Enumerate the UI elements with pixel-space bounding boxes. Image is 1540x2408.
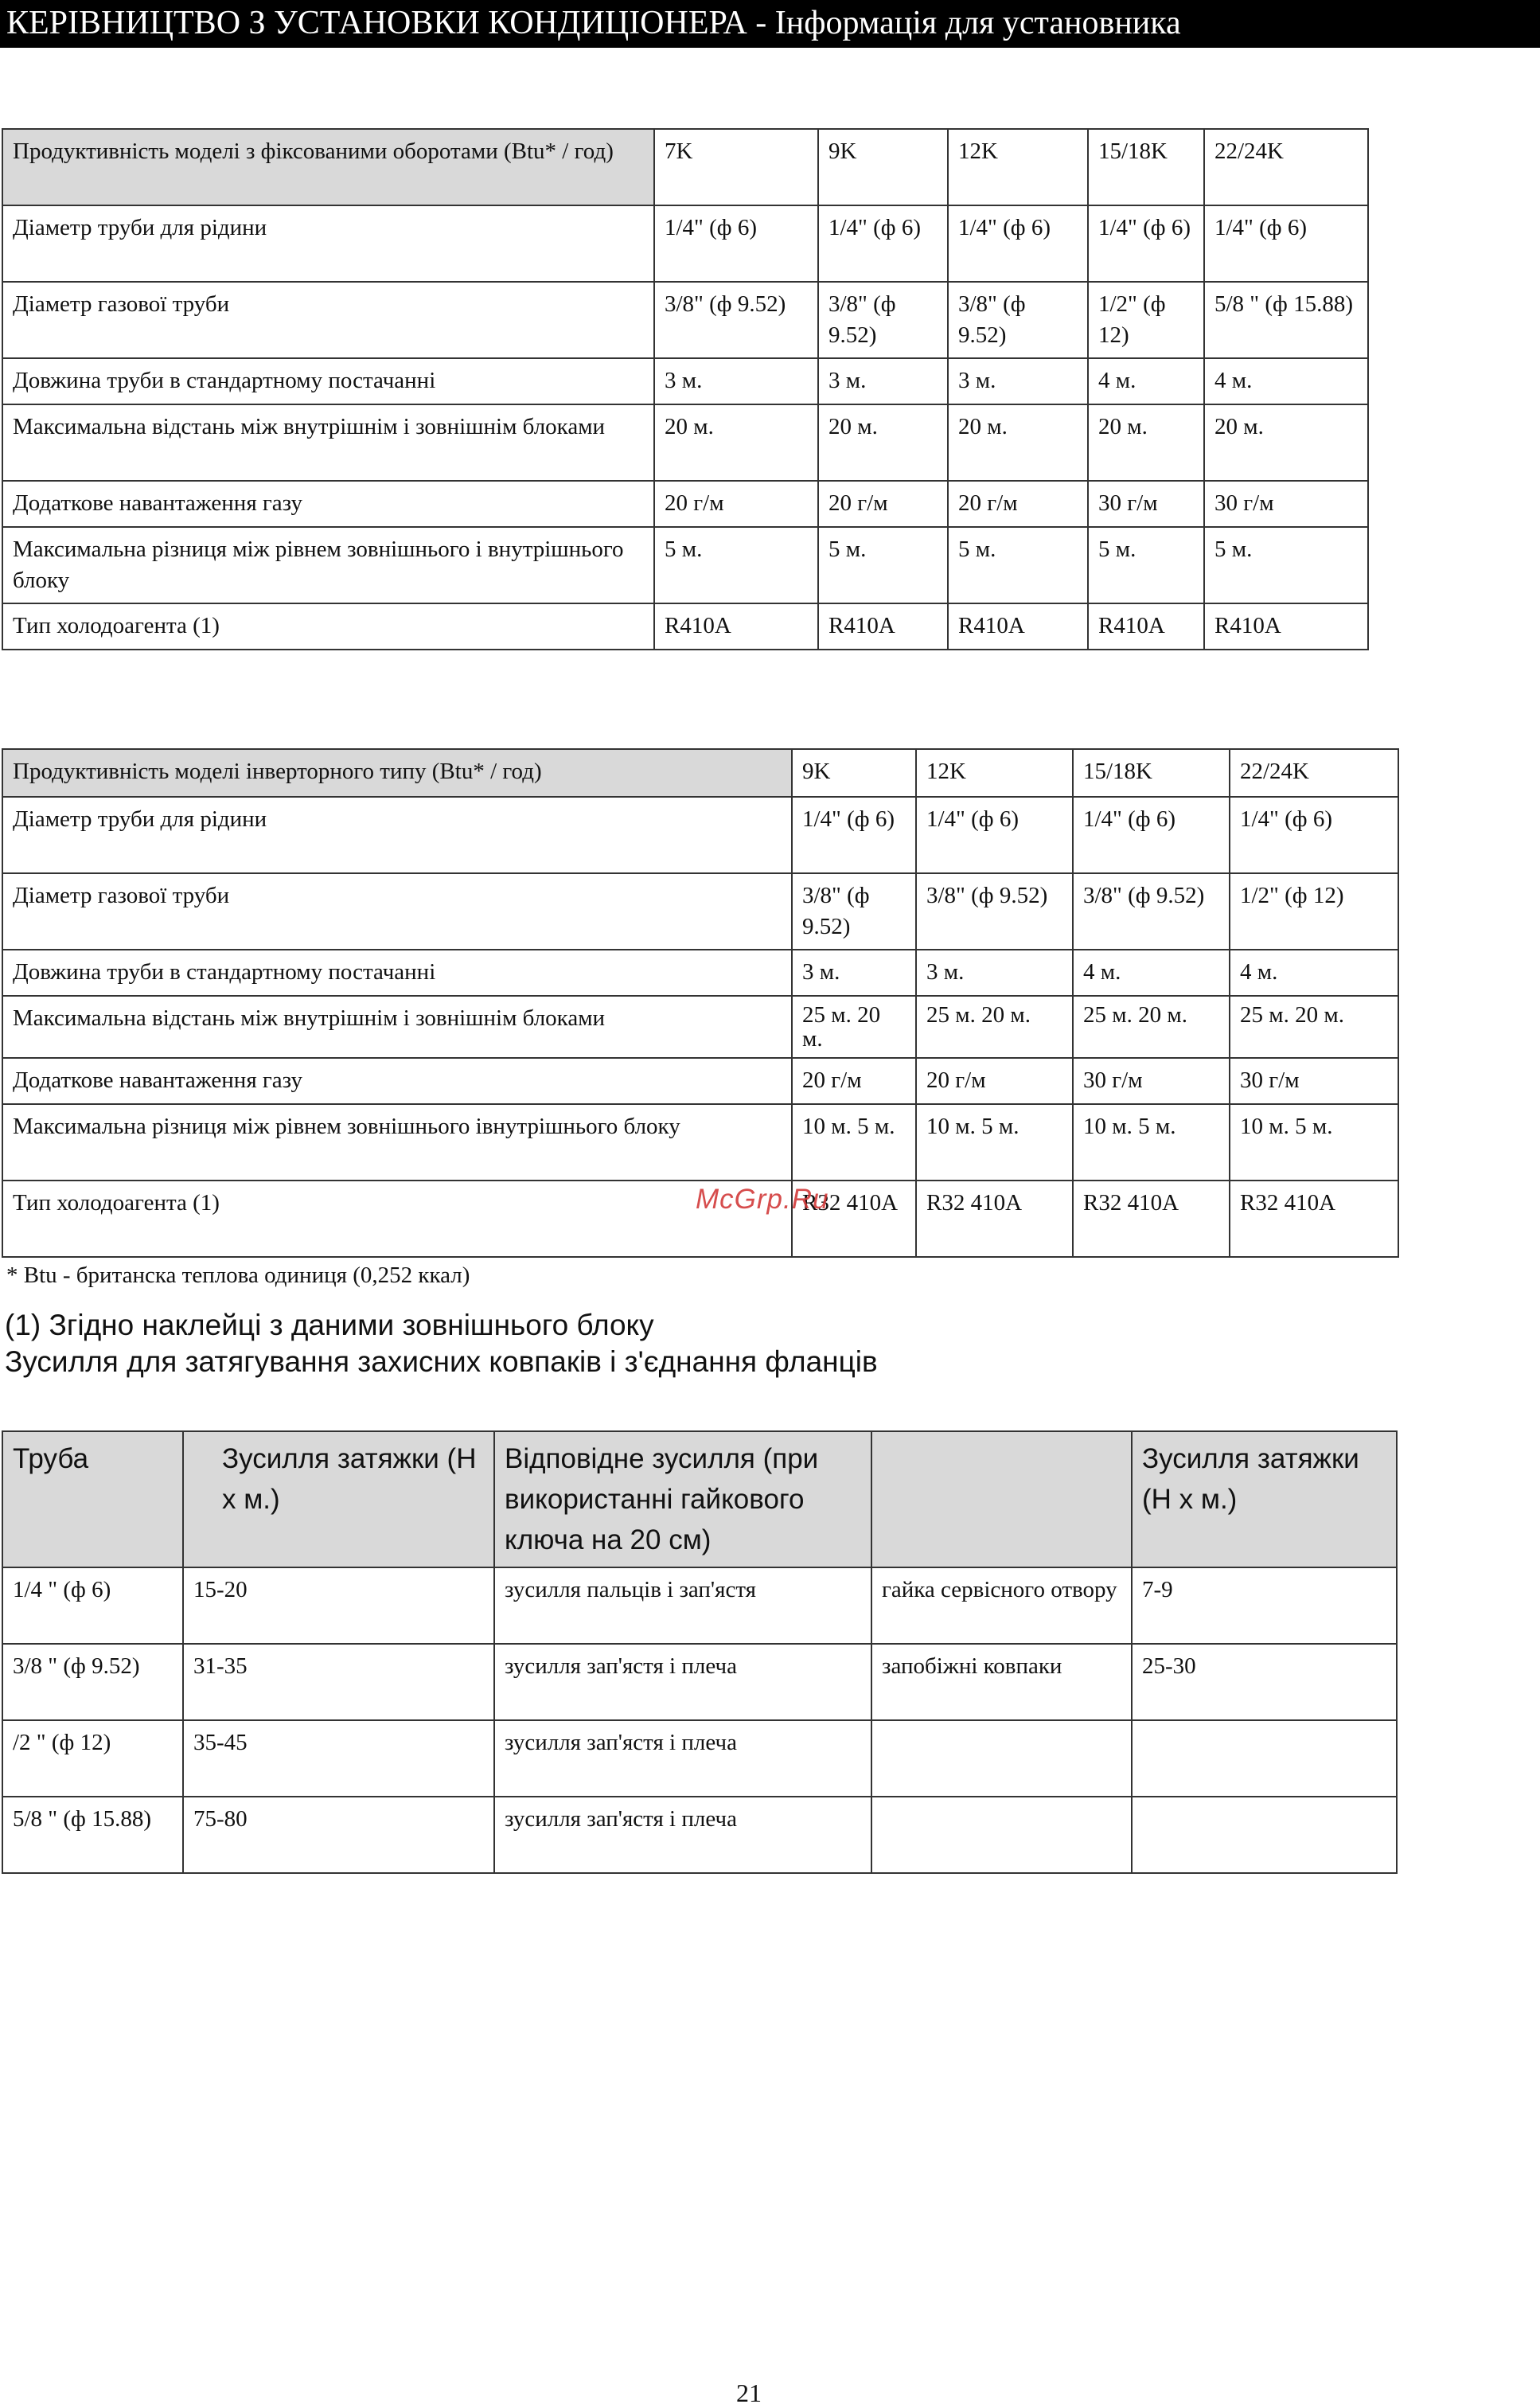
table-cell: зусилля зап'ястя і плеча	[494, 1720, 871, 1797]
table-cell: 1/2" (ф 12)	[1088, 282, 1204, 358]
table-cell: 1/4" (ф 6)	[654, 205, 818, 282]
table-cell: 5/8 " (ф 15.88)	[1204, 282, 1368, 358]
table-row	[2, 1567, 1397, 1644]
table-cell: R32 410A	[1073, 1181, 1230, 1257]
table-cell: 3 м.	[792, 950, 916, 996]
table-row	[2, 205, 1368, 282]
table-row	[2, 1104, 1398, 1181]
table-cell: 20 м.	[1204, 404, 1368, 481]
table-cell: Тип холодоагента (1)	[2, 1181, 792, 1257]
table-cell: 1/4" (ф 6)	[792, 797, 916, 873]
table-cell: 75-80	[183, 1797, 494, 1873]
fixed-speed-spec-table	[2, 128, 1369, 650]
table-cell: Максимальна відстань між внутрішнім і зовнішнім блоками	[2, 404, 654, 481]
table-cell: 12K	[948, 129, 1088, 205]
table-cell: 5 м.	[1204, 527, 1368, 603]
table-cell: 30 г/м	[1088, 481, 1204, 527]
table-cell: 25 м. 20 м.	[1230, 996, 1398, 1058]
table-cell: 30 г/м	[1230, 1058, 1398, 1104]
table-row	[2, 1720, 1397, 1797]
table-cell: Максимальна різниця між рівнем зовнішнього івнутрішнього блоку	[2, 1104, 792, 1181]
table-cell: гайка сервісного отвору	[871, 1567, 1132, 1644]
table-cell: 1/4 " (ф 6)	[2, 1567, 183, 1644]
table-cell: /2 " (ф 12)	[2, 1720, 183, 1797]
table-cell: 3/8" (ф 9.52)	[948, 282, 1088, 358]
table-cell: Максимальна відстань між внутрішнім і зовнішнім блоками	[2, 996, 792, 1058]
table-cell: R410A	[818, 603, 948, 650]
table-cell: 5 м.	[654, 527, 818, 603]
table-cell: 15-20	[183, 1567, 494, 1644]
table-cell: 10 м. 5 м.	[916, 1104, 1073, 1181]
table-header-cell: Труба	[2, 1431, 183, 1567]
page-number: 21	[736, 2379, 762, 2407]
table-cell: 22/24K	[1230, 749, 1398, 797]
table-cell: R32 410A	[916, 1181, 1073, 1257]
table-cell: R410A	[1088, 603, 1204, 650]
table-cell: Продуктивність моделі з фіксованими оборотами (Btu* / год)	[2, 129, 654, 205]
table-header-cell: Відповідне зусилля (при використанні гайкового ключа на 20 см)	[494, 1431, 871, 1567]
table-cell: Продуктивність моделі інверторного типу (Btu* / год)	[2, 749, 792, 797]
table-cell: 1/4" (ф 6)	[1088, 205, 1204, 282]
header-divider	[0, 46, 1540, 48]
table-cell: 20 м.	[1088, 404, 1204, 481]
table-header-cell	[871, 1431, 1132, 1567]
table-cell: 4 м.	[1088, 358, 1204, 404]
table-row	[2, 527, 1368, 603]
table-cell: 25-30	[1132, 1644, 1397, 1720]
table-cell: Діаметр газової труби	[2, 282, 654, 358]
table-header-cell: Зусилля затяжки (Н х м.)	[1132, 1431, 1397, 1567]
table-row	[2, 749, 1398, 797]
table-cell: 9K	[792, 749, 916, 797]
table-row	[2, 358, 1368, 404]
table-row	[2, 950, 1398, 996]
table-row	[2, 996, 1398, 1058]
table-cell: Додаткове навантаження газу	[2, 481, 654, 527]
table-row	[2, 129, 1368, 205]
table-cell: Максимальна різниця між рівнем зовнішнього і внутрішнього блоку	[2, 527, 654, 603]
table-cell: 1/4" (ф 6)	[1204, 205, 1368, 282]
table-cell: 1/4" (ф 6)	[818, 205, 948, 282]
table-header-cell: Зусилля затяжки (Н х м.)	[183, 1431, 494, 1567]
table-cell: 4 м.	[1204, 358, 1368, 404]
table-cell: 3/8" (ф 9.52)	[818, 282, 948, 358]
table-cell: 3/8" (ф 9.52)	[916, 873, 1073, 950]
table-row	[2, 1797, 1397, 1873]
table-cell: 1/2" (ф 12)	[1230, 873, 1398, 950]
table-cell: зусилля пальців і зап'ястя	[494, 1567, 871, 1644]
table-cell: 5 м.	[948, 527, 1088, 603]
table-row	[2, 481, 1368, 527]
table-cell: 30 г/м	[1073, 1058, 1230, 1104]
table-cell: R410A	[1204, 603, 1368, 650]
table-cell: зусилля зап'ястя і плеча	[494, 1797, 871, 1873]
table-row	[2, 603, 1368, 650]
inverter-spec-table	[2, 748, 1399, 1258]
table-cell: R410A	[654, 603, 818, 650]
table-cell: 20 м.	[948, 404, 1088, 481]
table-cell: 20 г/м	[818, 481, 948, 527]
table-cell: 20 м.	[654, 404, 818, 481]
table-cell: 20 г/м	[916, 1058, 1073, 1104]
table-cell: 25 м. 20 м.	[792, 996, 916, 1058]
table-cell: 3 м.	[916, 950, 1073, 996]
page-header: КЕРІВНИЦТВО З УСТАНОВКИ КОНДИЦІОНЕРА - Інформація для установника	[0, 0, 1540, 46]
table-cell	[871, 1797, 1132, 1873]
table-cell: R32 410A	[792, 1181, 916, 1257]
table-cell: 30 г/м	[1204, 481, 1368, 527]
table-cell: Діаметр газової труби	[2, 873, 792, 950]
table-cell: 7-9	[1132, 1567, 1397, 1644]
table-cell: 3/8" (ф 9.52)	[1073, 873, 1230, 950]
label-footnote: (1) Згідно наклейці з даними зовнішнього блоку	[5, 1309, 654, 1341]
table-cell: 10 м. 5 м.	[1230, 1104, 1398, 1181]
table-row	[2, 873, 1398, 950]
torque-table	[2, 1430, 1398, 1874]
table-cell: 25 м. 20 м.	[1073, 996, 1230, 1058]
table-cell: 5/8 " (ф 15.88)	[2, 1797, 183, 1873]
table-cell: 5 м.	[818, 527, 948, 603]
table-cell: 4 м.	[1073, 950, 1230, 996]
table-cell: 31-35	[183, 1644, 494, 1720]
table-cell: 15/18K	[1088, 129, 1204, 205]
table-cell: 3 м.	[654, 358, 818, 404]
table-row	[2, 404, 1368, 481]
table-cell: зусилля зап'ястя і плеча	[494, 1644, 871, 1720]
table-cell: 3 м.	[818, 358, 948, 404]
table-cell	[871, 1720, 1132, 1797]
table-cell: 3/8" (ф 9.52)	[792, 873, 916, 950]
table-cell: 4 м.	[1230, 950, 1398, 996]
table-row	[2, 282, 1368, 358]
table-cell: 25 м. 20 м.	[916, 996, 1073, 1058]
table-cell: 9K	[818, 129, 948, 205]
table-cell: 20 м.	[818, 404, 948, 481]
table-cell: 1/4" (ф 6)	[1073, 797, 1230, 873]
table-cell: 10 м. 5 м.	[792, 1104, 916, 1181]
table-cell: 1/4" (ф 6)	[948, 205, 1088, 282]
table-row	[2, 1431, 1397, 1567]
table-cell	[1132, 1797, 1397, 1873]
watermark: McGrp.Ru	[696, 1184, 829, 1215]
table-cell: запобіжні ковпаки	[871, 1644, 1132, 1720]
table-cell: 1/4" (ф 6)	[916, 797, 1073, 873]
table-cell: R410A	[948, 603, 1088, 650]
table-cell: 20 г/м	[654, 481, 818, 527]
table-cell: 3/8 " (ф 9.52)	[2, 1644, 183, 1720]
torque-section-heading: Зусилля для затягування захисних ковпаків і з'єднання фланців	[5, 1345, 878, 1378]
table-cell: Діаметр труби для рідини	[2, 205, 654, 282]
table-cell: 22/24K	[1204, 129, 1368, 205]
table-cell: 3/8" (ф 9.52)	[654, 282, 818, 358]
table-cell: R32 410A	[1230, 1181, 1398, 1257]
table-cell: 20 г/м	[948, 481, 1088, 527]
table-cell: 15/18K	[1073, 749, 1230, 797]
btu-footnote: * Btu - британска теплова одиниця (0,252 ккал)	[6, 1263, 470, 1288]
table-cell	[1132, 1720, 1397, 1797]
table-row	[2, 1058, 1398, 1104]
table-cell: 1/4" (ф 6)	[1230, 797, 1398, 873]
table-cell: Додаткове навантаження газу	[2, 1058, 792, 1104]
table-cell: 20 г/м	[792, 1058, 916, 1104]
table-row	[2, 1644, 1397, 1720]
table-row	[2, 797, 1398, 873]
table-cell: Діаметр труби для рідини	[2, 797, 792, 873]
table-cell: 12K	[916, 749, 1073, 797]
table-cell: Тип холодоагента (1)	[2, 603, 654, 650]
table-cell: 35-45	[183, 1720, 494, 1797]
table-cell: Довжина труби в стандартному постачанні	[2, 950, 792, 996]
table-cell: 3 м.	[948, 358, 1088, 404]
table-cell: 7K	[654, 129, 818, 205]
table-cell: 10 м. 5 м.	[1073, 1104, 1230, 1181]
table-cell: 5 м.	[1088, 527, 1204, 603]
table-cell: Довжина труби в стандартному постачанні	[2, 358, 654, 404]
